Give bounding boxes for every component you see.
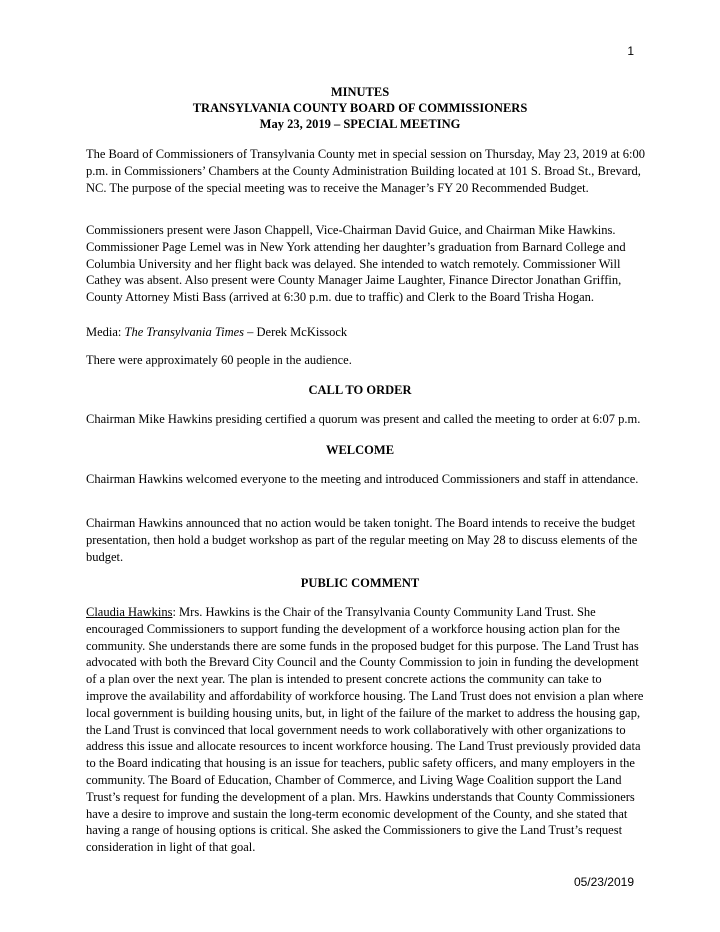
meeting-date-heading: May 23, 2019 – SPECIAL MEETING — [259, 117, 461, 131]
call-to-order-heading: CALL TO ORDER — [308, 383, 412, 397]
call-to-order-paragraph: Chairman Mike Hawkins presiding certified a quorum was present and called the meeting to order at 6:07 p.m. — [86, 412, 641, 426]
board-heading: TRANSYLVANIA COUNTY BOARD OF COMMISSIONERS — [192, 101, 528, 115]
media-label: Media: — [86, 325, 125, 339]
intro-paragraph: The Board of Commissioners of Transylvania County met in special session on Thursday, May 23, 2019 at 6:00 p.m. in Commissioners’ Chambers at the County Administration Building located at 101 S. Broad St., Brevard, NC. The purpose of the special meeting was to receive the Manager’s FY 20 Recommended Budget. — [86, 147, 645, 195]
public-comment-text: : Mrs. Hawkins is the Chair of the Transylvania County Community Land Trust. She encouraged Commissioners to support funding the development of a workforce housing action plan for the community. She understands there are some funds in the proposed budget for this purpose. The Land Trust has advocated with both the Brevard City Council and the County Commission to join in funding the development of a plan over the next year. The plan is intended to present concrete actions the community can take to improve the availability and affordability of workforce housing. The Land Trust does not envision a plan where local government is building housing units, but, in light of the failure of the market to address the housing gap, the Land Trust is convinced that local government needs to work collaboratively with other organizations to address this issue and allocate resources to incent workforce housing. The Land Trust previously provided data to the Board indicating that housing is an issue for teachers, public safety officers, and many employers in the community. The Board of Education, Chamber of Commerce, and Living Wage Coalition support the Land Trust’s request for funding the development of a plan. Mrs. Hawkins understands that County Commissioners have a desire to improve and sustain the long-term economic development of the County, and she stated that having a range of housing options is critical. She asked the Commissioners to give the Land Trust’s request consideration in light of that goal. — [86, 605, 644, 855]
speaker-name: Claudia Hawkins — [86, 605, 173, 619]
attendance-paragraph: Commissioners present were Jason Chappell, Vice-Chairman David Guice, and Chairman Mike Hawkins. Commissioner Page Lemel was in New York attending her daughter’s graduation from Barnard College and Columbia University and her flight back was delayed. She intended to watch remotely. Commissioner Will Cathey was absent. Also present were County Manager Jaime Laughter, Finance Director Jonathan Griffin, County Attorney Misti Bass (arrived at 6:30 p.m. due to traffic) and Clerk to the Board Trisha Hogan. — [86, 223, 626, 305]
public-comment-paragraph — [86, 604, 646, 856]
minutes-heading: MINUTES — [330, 85, 390, 99]
media-line — [86, 324, 646, 341]
audience-paragraph: There were approximately 60 people in the audience. — [86, 353, 352, 367]
public-comment-heading: PUBLIC COMMENT — [300, 576, 420, 590]
media-reporter: – Derek McKissock — [244, 325, 348, 339]
welcome-paragraph: Chairman Hawkins welcomed everyone to the meeting and introduced Commissioners and staff in attendance. — [86, 472, 639, 486]
page-number: 1 — [627, 44, 634, 58]
announcement-paragraph: Chairman Hawkins announced that no action would be taken tonight. The Board intends to receive the budget presentation, then hold a budget workshop as part of the regular meeting on May 28 to discuss elements of the budget. — [86, 516, 638, 564]
media-outlet: The Transylvania Times — [124, 325, 245, 339]
footer-date: 05/23/2019 — [573, 875, 634, 889]
welcome-heading: WELCOME — [325, 443, 395, 457]
